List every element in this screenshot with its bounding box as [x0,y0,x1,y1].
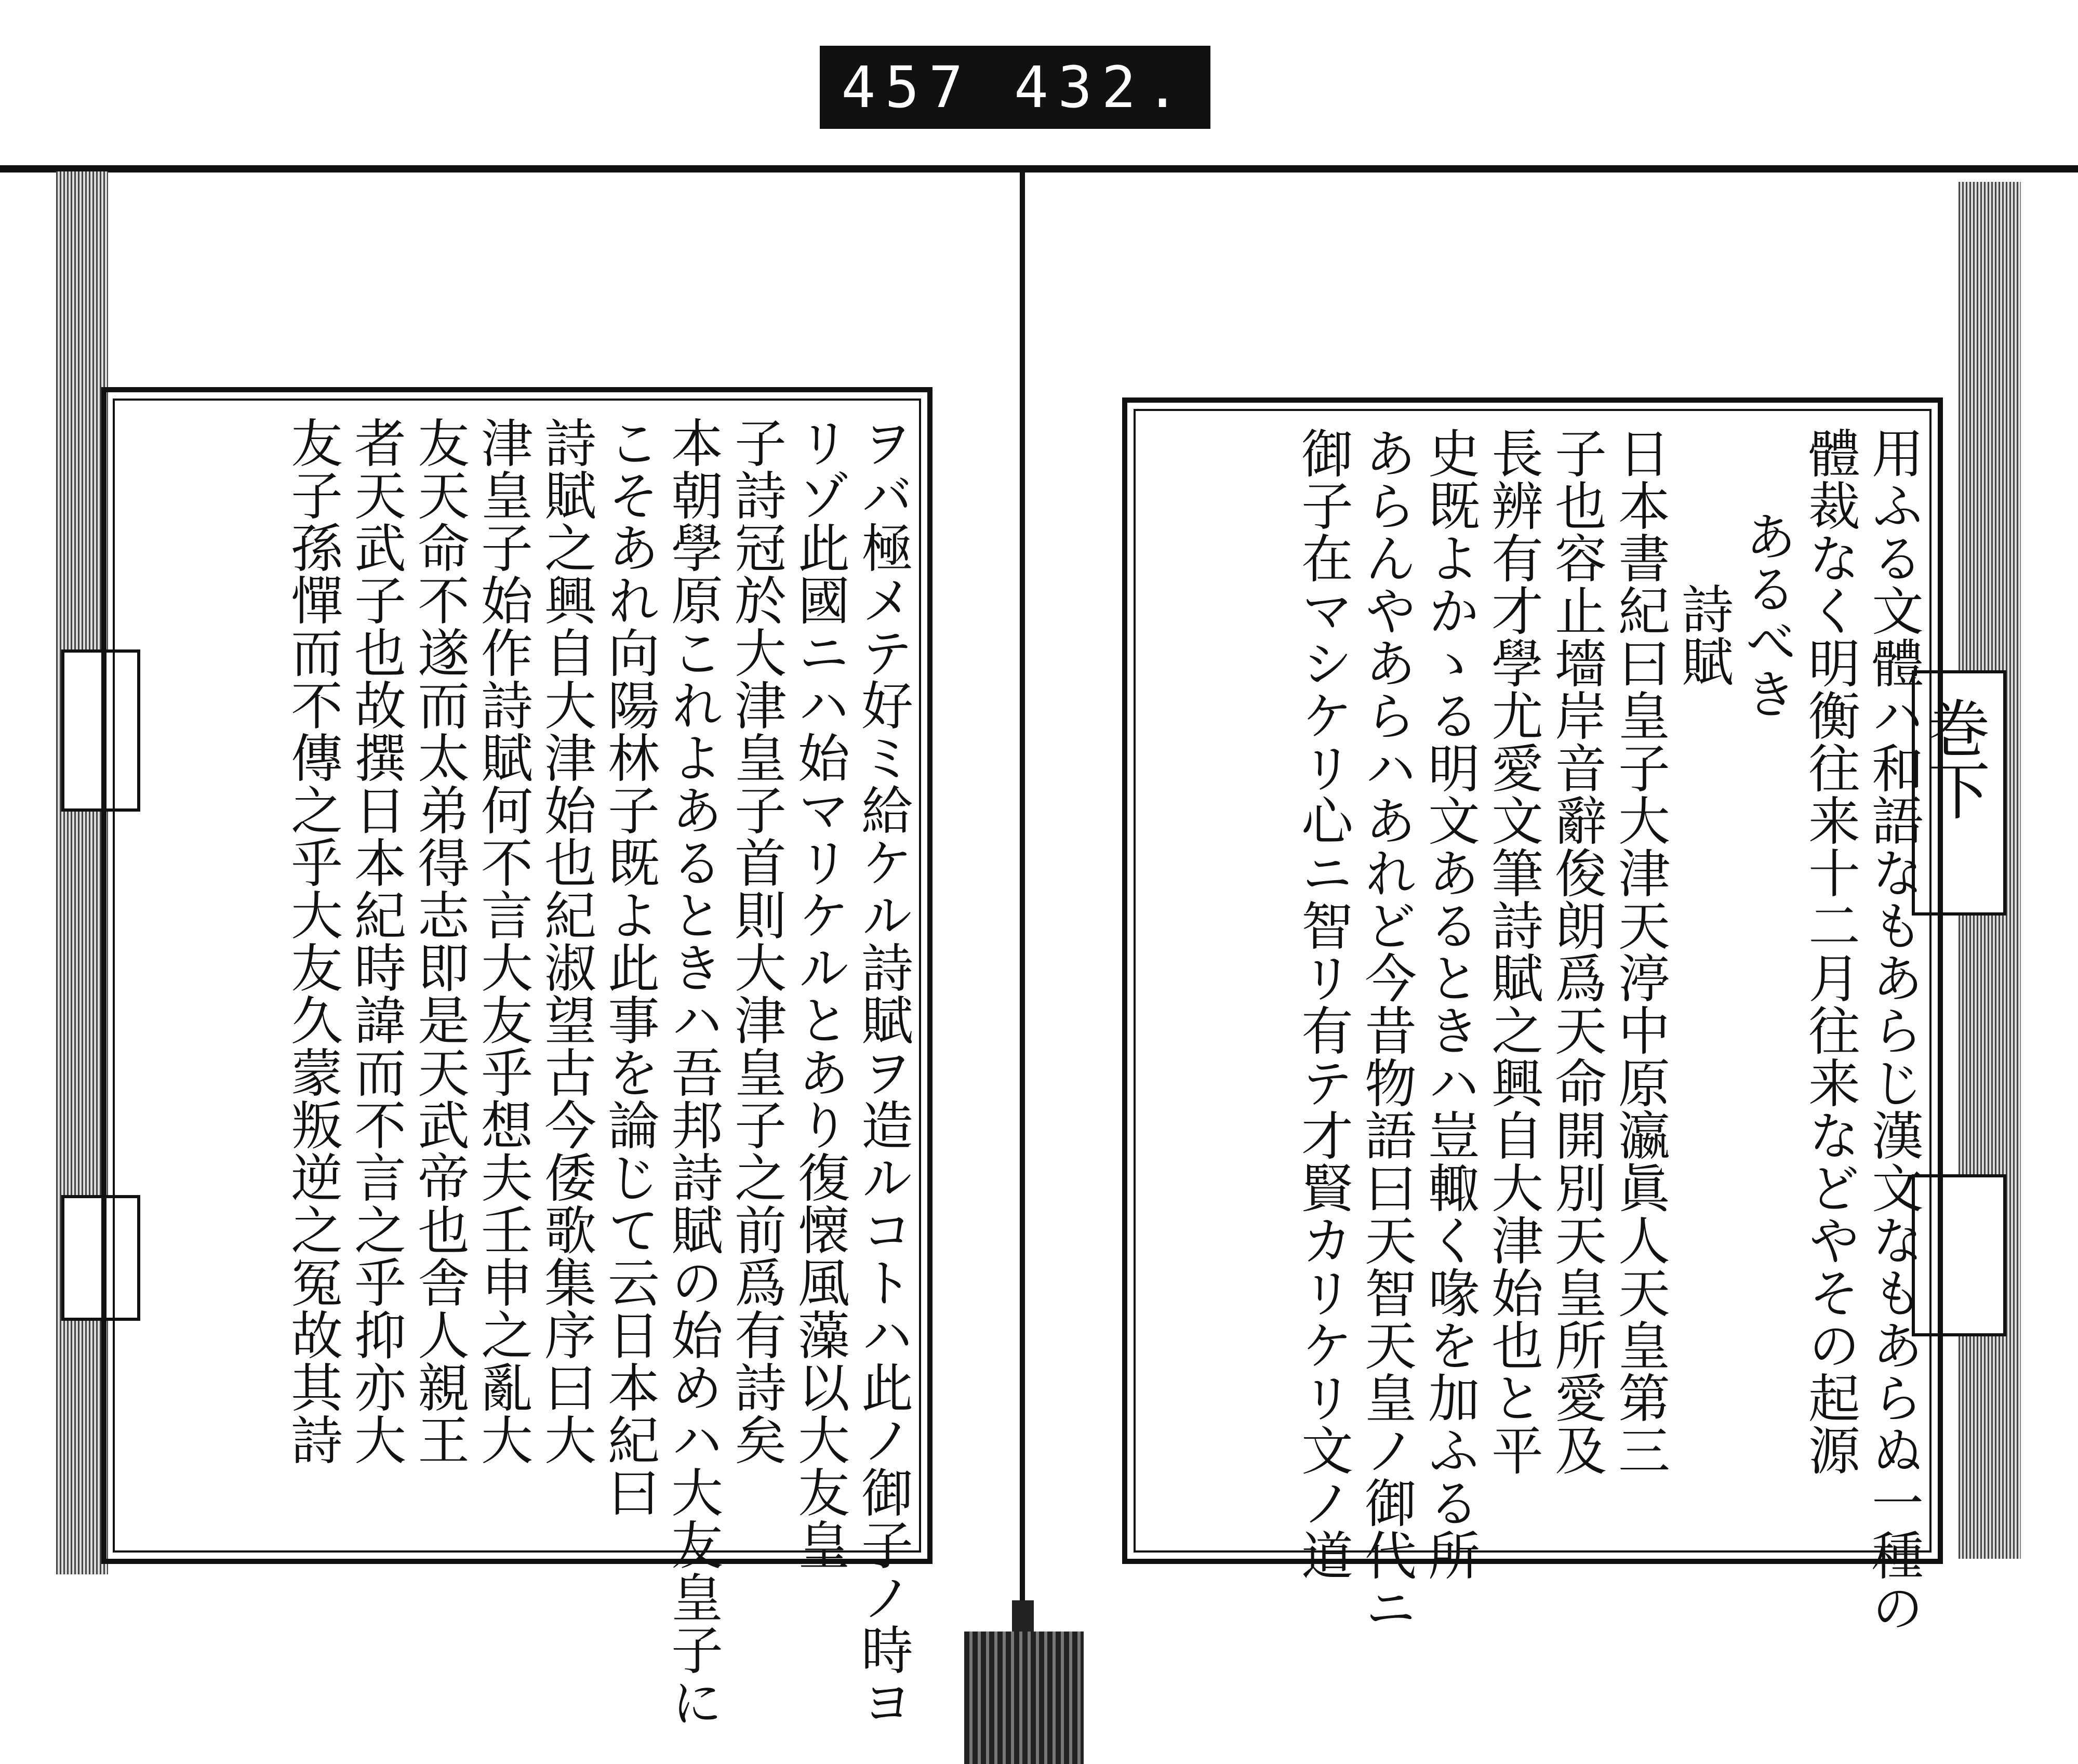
book-spine [1020,166,1025,1611]
text-column: 津皇子始作詩賦何不言大友乎想夫壬申之亂大 [472,416,533,1466]
text-column: 詩賦之興自大津始也紀淑望古今倭歌集序曰大 [536,416,596,1466]
section-heading: 詩賦 [1673,582,1734,687]
text-column: こそあれ向陽林子既よ此事を論じて云日本紀曰 [599,416,660,1518]
text-column: 御子在マシケリ心ニ智リ有テ才賢カリケリ文ノ道 [1293,427,1353,1581]
text-column: 友天命不遂而太弟得志即是天武帝也舎人親王 [409,416,470,1466]
counter-left: 457 [841,54,973,121]
frame-counter [820,46,1210,129]
text-column: あるべき [1736,510,1797,720]
text-column: あらんやあらハあれど今昔物語曰天智天皇ノ御代ニ [1356,427,1417,1634]
right-page [1122,397,1943,1634]
left-page-text [113,399,921,1728]
volume-label: 巻下 [1917,696,1990,821]
text-column: 用ふる文體ハ和語なもあらじ漢文なもあらぬ一種の [1863,427,1924,1634]
text-column: 體裁なく明衡往来十二月往来などやその起源 [1800,427,1860,1476]
tassel [964,1632,1084,1764]
right-page-text [1134,409,1932,1634]
text-column: 長辨有才學尤愛文筆詩賦之興自大津始也と平 [1483,427,1543,1476]
text-column: 史既よかゝる明文あるときハ豈輙く喙を加ふる所 [1419,427,1480,1581]
left-page-edge [56,171,108,1574]
book-top-edge [0,165,2078,173]
text-column: 子也容止墻岸音辭俊朗爲天命開別天皇所愛及 [1546,427,1607,1476]
text-column: リゾ此國ニハ始マリケルとあり復懐風藻以大友皇 [789,416,850,1571]
counter-right: 432. [1014,54,1189,121]
text-column: 者天武子也故撰日本紀時諱而不言之乎抑亦大 [345,416,406,1466]
text-column: 日本書紀曰皇子大津天渟中原瀛眞人天皇第三 [1609,427,1670,1476]
text-column: 友子孫憚而不傳之乎大友久蒙叛逆之冤故其詩 [282,416,343,1466]
text-column: 本朝學原これよあるときハ吾邦詩賦の始めハ大友皇子に [662,416,723,1728]
text-column: ヲバ極メテ好ミ給ケル詩賦ヲ造ルコトハ此ノ御子ノ時ヨ [852,416,913,1728]
text-column: 子詩冠於大津皇子首則大津皇子之前爲有詩矣 [726,416,787,1466]
left-page [101,387,933,1728]
